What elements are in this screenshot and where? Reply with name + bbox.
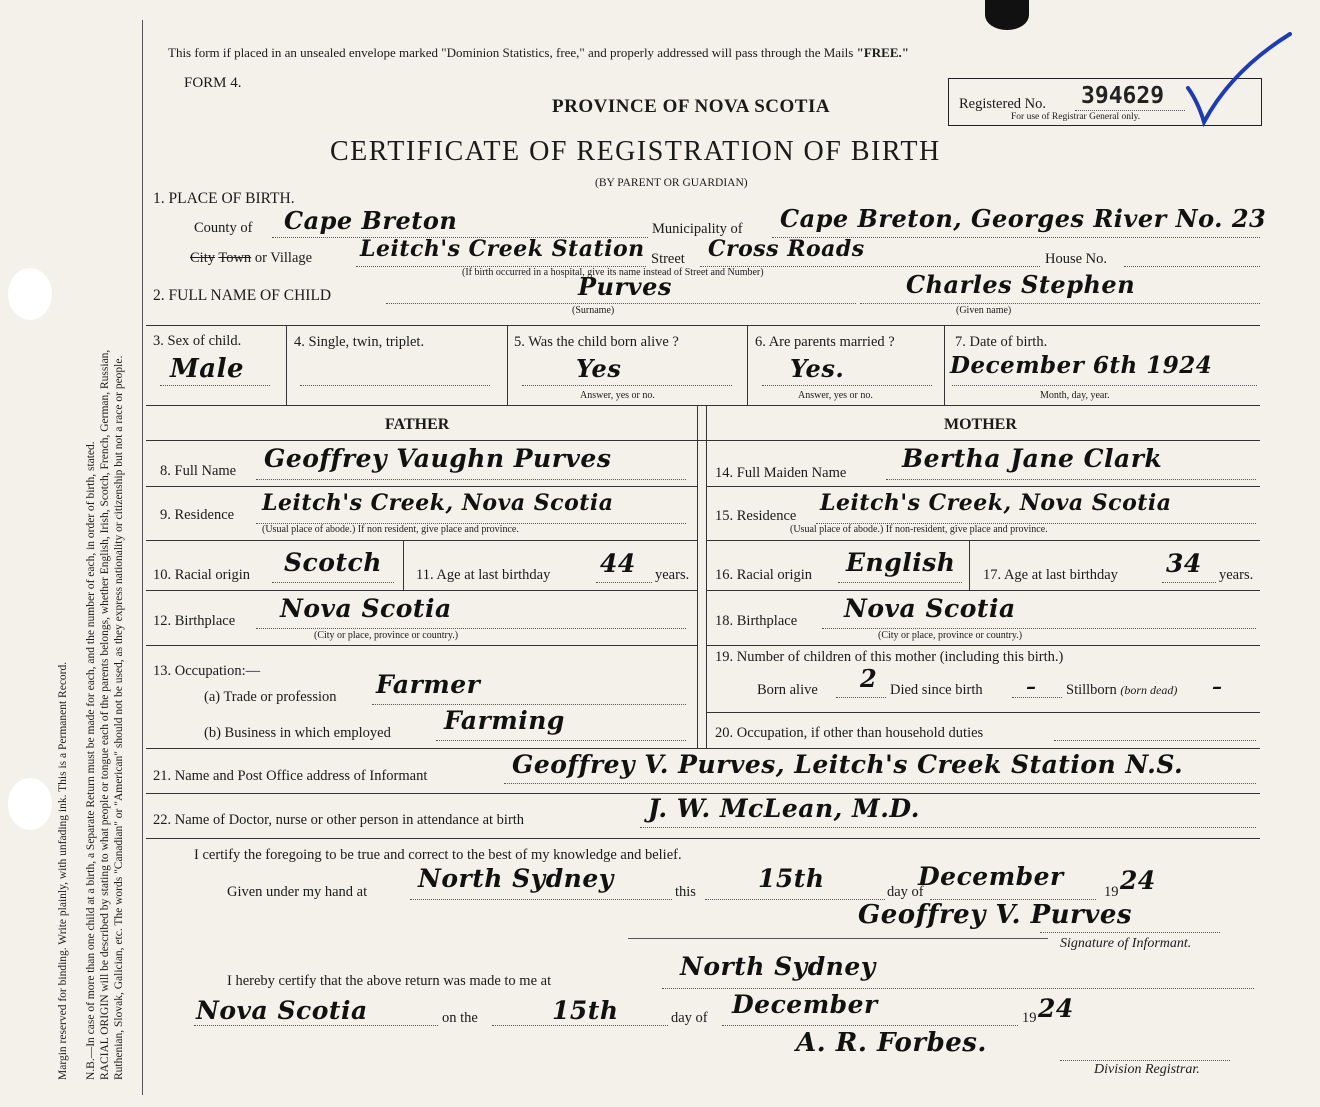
county-label: County of [194,220,253,236]
registrar-place-value-2: Nova Scotia [196,996,368,1025]
trade-label: (a) Trade or profession [204,689,337,705]
municipality-label: Municipality of [652,221,743,237]
business-label: (b) Business in which employed [204,725,391,741]
doctor-value: J. W. McLean, M.D. [648,794,920,823]
sex-label: 3. Sex of child. [153,333,242,349]
municipality-value: Cape Breton, Georges River No. 23 [780,204,1267,233]
certify-year-value: 24 [1120,866,1156,895]
registrar-day-value: 15th [552,996,619,1025]
margin-line-4: Ruthenian, Slovak, Galician, etc. The words "Canadian" or "American" should not be used, as they express nationality or citizenship but not a race or people. [113,355,125,1080]
registrar-statement: I hereby certify that the above return was made to me at [227,973,552,989]
mother-age-value: 34 [1166,549,1202,578]
hospital-note: (If birth occurred in a hospital, give its name instead of Street and Number) [462,267,764,278]
certify-month-value: December [918,862,1064,891]
certify-day-value: 15th [758,864,825,893]
multiplicity-label: 4. Single, twin, triplet. [294,334,425,350]
stillborn-value: – [1212,674,1223,698]
mother-birthplace-caption: (City or place, province or country.) [878,630,1023,641]
registrar-signature: A. R. Forbes. [796,1028,987,1058]
mother-heading: MOTHER [944,416,1017,433]
father-years-label: years. [655,567,690,583]
margin-rule [142,20,143,1095]
mother-residence-label: 15. Residence [715,508,797,524]
ink-spot [985,0,1029,30]
street-label: Street [651,251,685,267]
mother-age-label: 17. Age at last birthday [983,567,1118,583]
father-heading: FATHER [385,416,450,433]
registrar-month-value: December [732,990,878,1019]
village-value: Leitch's Creek Station [360,236,645,262]
born-alive-label: 5. Was the child born alive ? [514,334,679,350]
province-heading: PROVINCE OF NOVA SCOTIA [552,96,831,117]
father-age-value: 44 [600,549,636,578]
given-under-hand-label: Given under my hand at [227,884,368,900]
registrar-note: For use of Registrar General only. [1011,112,1141,122]
mother-residence-caption: (Usual place of abode.) If non-resident, give place and province. [790,524,1048,535]
date-of-birth-value: December 6th 1924 [950,352,1213,379]
alive-caption: Answer, yes or no. [580,390,655,401]
children-count-label: 19. Number of children of this mother (including this birth.) [715,649,1064,665]
binding-hole-bottom [8,778,52,830]
mother-residence-value: Leitch's Creek, Nova Scotia [820,490,1172,516]
document-subtitle: (BY PARENT OR GUARDIAN) [595,177,748,189]
occupation-label: 13. Occupation:— [153,663,261,679]
place-of-birth-label: 1. PLACE OF BIRTH. [153,190,295,207]
child-surname-value: Purves [578,272,672,301]
document-title: CERTIFICATE OF REGISTRATION OF BIRTH [330,136,941,167]
parents-married-value: Yes. [790,354,845,383]
surname-caption: (Surname) [572,305,615,316]
father-racial-value: Scotch [284,548,382,577]
business-value: Farming [444,706,565,735]
date-of-birth-label: 7. Date of birth. [955,334,1048,350]
child-given-value: Charles Stephen [906,270,1136,299]
mother-birthplace-value: Nova Scotia [844,594,1016,623]
certify-year-prefix: 19 [1104,884,1119,900]
mother-racial-label: 16. Racial origin [715,567,813,583]
certify-day-of-label: day of [887,884,924,900]
informant-label: 21. Name and Post Office address of Informant [153,768,428,784]
mother-birthplace-label: 18. Birthplace [715,613,798,629]
given-caption: (Given name) [956,305,1012,316]
registered-label: Registered No. [959,96,1046,112]
registered-number: 394629 [1081,83,1165,109]
given-place-value: North Sydney [418,864,614,893]
father-residence-caption: (Usual place of abode.) If non resident, give place and province. [262,524,519,535]
mother-name-label: 14. Full Maiden Name [715,465,847,481]
father-racial-label: 10. Racial origin [153,567,251,583]
parents-married-label: 6. Are parents married ? [755,334,895,350]
margin-line-3: RACIAL ORIGIN will be described by stating to what people or tongue each of the parents belongs, whether English, Irish, Scotch, French, German, Russian, [99,349,111,1080]
registrar-year-value: 24 [1038,994,1074,1023]
binding-hole-top [8,268,52,320]
mother-name-value: Bertha Jane Clark [902,444,1163,473]
died-since-birth-value: – [1026,674,1037,698]
certify-statement: I certify the foregoing to be true and correct to the best of my knowledge and belief. [194,847,682,863]
born-alive-count-value: 2 [860,664,878,693]
informant-value: Geoffrey V. Purves, Leitch's Creek Station N.S. [512,750,1184,779]
father-birthplace-label: 12. Birthplace [153,613,236,629]
father-residence-label: 9. Residence [160,507,235,523]
form-number: FORM 4. [184,75,242,91]
registrar-year-prefix: 19 [1022,1010,1037,1026]
married-caption: Answer, yes or no. [798,390,873,401]
informant-signature-caption: Signature of Informant. [1060,936,1192,951]
mother-years-label: years. [1219,567,1254,583]
father-age-label: 11. Age at last birthday [416,567,551,583]
father-name-value: Geoffrey Vaughn Purves [264,444,612,473]
margin-line-2: N.B.—In case of more than one child at a birth, a Separate Return must be made for each, and the number of each, in order of birth, stated. [85,441,97,1080]
registrar-on-the-label: on the [442,1010,478,1026]
county-value: Cape Breton [284,206,458,235]
margin-line-1: Margin reserved for binding. Write plainly, with unfading ink. This is a Permanent Record. [57,661,69,1080]
this-label: this [675,884,696,900]
father-name-label: 8. Full Name [160,463,237,479]
city-town-village-label: City Town or Village [190,250,313,266]
child-name-label: 2. FULL NAME OF CHILD [153,287,332,304]
mother-occupation-label: 20. Occupation, if other than household duties [715,725,984,741]
registrar-caption: Division Registrar. [1094,1062,1200,1077]
stillborn-label: Stillborn (born dead) [1066,682,1178,698]
father-residence-value: Leitch's Creek, Nova Scotia [262,490,614,516]
dob-caption: Month, day, year. [1040,390,1110,401]
registrar-day-of-label: day of [671,1010,708,1026]
mother-racial-value: English [846,548,956,577]
registrar-place-value: North Sydney [680,952,876,981]
died-since-birth-label: Died since birth [890,682,983,698]
check-mark-icon [1180,30,1300,130]
born-alive-value: Yes [576,354,622,383]
informant-signature: Geoffrey V. Purves [858,900,1133,930]
mail-notice: This form if placed in an unsealed envelope marked "Dominion Statistics, free," and properly addressed will pass through the Mails "FREE." [168,45,909,60]
doctor-label: 22. Name of Doctor, nurse or other person in attendance at birth [153,812,525,828]
house-number-label: House No. [1045,251,1108,267]
father-birthplace-value: Nova Scotia [280,594,452,623]
father-birthplace-caption: (City or place, province or country.) [314,630,459,641]
sex-value: Male [170,354,245,384]
trade-value: Farmer [376,670,481,699]
born-alive-count-label: Born alive [757,682,818,698]
street-value: Cross Roads [708,236,865,262]
